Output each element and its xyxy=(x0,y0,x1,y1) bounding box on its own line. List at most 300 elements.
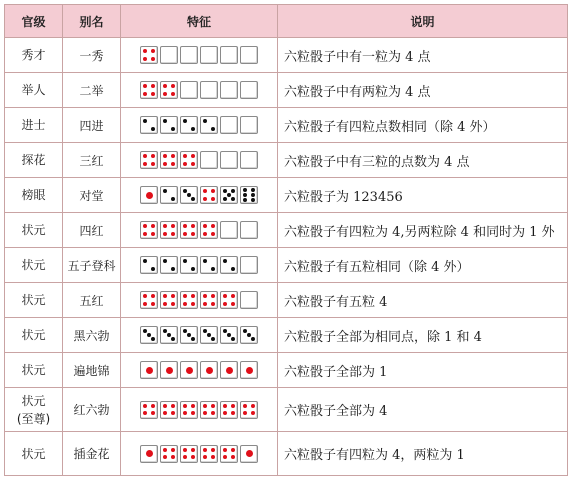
description-cell: 六粒骰子中有一粒为 4 点 xyxy=(278,38,568,73)
blank-die-icon xyxy=(220,81,238,99)
die-pip xyxy=(223,259,227,263)
die-face-4-icon xyxy=(140,401,158,419)
die-pip xyxy=(183,189,187,193)
dice-cell xyxy=(121,248,278,283)
die-pip xyxy=(151,337,155,341)
die-face-4-icon xyxy=(160,151,178,169)
alias-cell: 红六勃 xyxy=(63,388,121,432)
die-face-4-icon xyxy=(140,151,158,169)
die-face-4-icon xyxy=(160,401,178,419)
die-pip xyxy=(191,404,195,408)
die-face-1-icon xyxy=(140,361,158,379)
table-row xyxy=(5,143,568,178)
die-pip xyxy=(143,84,147,88)
die-pip xyxy=(211,302,215,306)
die-pip xyxy=(171,127,175,131)
die-pip xyxy=(163,189,167,193)
dice-cell xyxy=(121,73,278,108)
table-body xyxy=(5,38,568,476)
blank-die-icon xyxy=(200,46,218,64)
alias-cell: 五子登科 xyxy=(63,248,121,283)
die-pip xyxy=(151,404,155,408)
die-pip xyxy=(163,455,167,459)
die-pip xyxy=(183,162,187,166)
die-pip xyxy=(143,411,147,415)
rank-cell: 探花 xyxy=(5,143,63,178)
die-pip xyxy=(251,198,255,202)
die-pip xyxy=(191,455,195,459)
die-face-3-icon xyxy=(140,326,158,344)
die-pip xyxy=(211,267,215,271)
die-face-2-icon xyxy=(200,256,218,274)
die-pip xyxy=(191,302,195,306)
die-face-2-icon xyxy=(220,256,238,274)
die-pip xyxy=(187,193,191,197)
die-face-4-icon xyxy=(200,401,218,419)
die-face-4-icon xyxy=(180,151,198,169)
dice-group xyxy=(121,186,277,204)
die-pip xyxy=(191,154,195,158)
die-pip xyxy=(226,367,233,374)
blank-die-icon xyxy=(240,46,258,64)
die-face-4-icon xyxy=(180,221,198,239)
die-pip xyxy=(171,455,175,459)
die-pip xyxy=(231,448,235,452)
die-pip xyxy=(171,302,175,306)
die-pip xyxy=(203,119,207,123)
dice-cell xyxy=(121,388,278,432)
die-pip xyxy=(203,224,207,228)
die-face-1-icon xyxy=(180,361,198,379)
table-row xyxy=(5,283,568,318)
die-pip xyxy=(171,337,175,341)
die-pip xyxy=(211,448,215,452)
die-pip xyxy=(223,197,227,201)
description-cell: 六粒骰子有四粒点数相同（除 4 外） xyxy=(278,108,568,143)
die-pip xyxy=(143,329,147,333)
rank-cell: 状元 (至尊) xyxy=(5,388,63,432)
die-pip xyxy=(151,49,155,53)
die-face-4-icon xyxy=(140,291,158,309)
blank-die-icon xyxy=(240,151,258,169)
blank-die-icon xyxy=(200,81,218,99)
table-row xyxy=(5,318,568,353)
die-pip xyxy=(191,224,195,228)
die-face-1-icon xyxy=(240,445,258,463)
die-pip xyxy=(183,224,187,228)
die-pip xyxy=(231,302,235,306)
die-face-4-icon xyxy=(160,221,178,239)
alias-cell: 五红 xyxy=(63,283,121,318)
blank-die-icon xyxy=(220,151,238,169)
die-face-2-icon xyxy=(140,256,158,274)
die-face-4-icon xyxy=(240,401,258,419)
die-face-3-icon xyxy=(180,186,198,204)
die-pip xyxy=(171,197,175,201)
die-face-4-icon xyxy=(200,445,218,463)
die-pip xyxy=(243,198,247,202)
die-pip xyxy=(191,294,195,298)
die-pip xyxy=(146,192,153,199)
die-pip xyxy=(166,367,173,374)
die-pip xyxy=(143,92,147,96)
dice-cell xyxy=(121,108,278,143)
die-face-4-icon xyxy=(220,401,238,419)
description-cell: 六粒骰子全部为相同点，除 1 和 4 xyxy=(278,318,568,353)
die-pip xyxy=(183,455,187,459)
die-pip xyxy=(151,57,155,61)
die-face-2-icon xyxy=(160,256,178,274)
die-pip xyxy=(183,404,187,408)
header-alias: 别名 xyxy=(63,5,121,38)
die-pip xyxy=(187,333,191,337)
die-pip xyxy=(183,294,187,298)
die-pip xyxy=(191,267,195,271)
die-pip xyxy=(243,193,247,197)
die-pip xyxy=(211,189,215,193)
die-face-1-icon xyxy=(160,361,178,379)
die-pip xyxy=(203,294,207,298)
die-pip xyxy=(203,302,207,306)
die-pip xyxy=(203,259,207,263)
die-pip xyxy=(186,367,193,374)
die-pip xyxy=(163,119,167,123)
dice-cell xyxy=(121,178,278,213)
die-pip xyxy=(163,329,167,333)
dice-cell xyxy=(121,143,278,178)
blank-die-icon xyxy=(240,221,258,239)
die-face-5-icon xyxy=(220,186,238,204)
rank-cell: 进士 xyxy=(5,108,63,143)
blank-die-icon xyxy=(240,116,258,134)
dice-cell xyxy=(121,353,278,388)
die-face-4-icon xyxy=(160,445,178,463)
die-pip xyxy=(151,92,155,96)
die-pip xyxy=(151,267,155,271)
alias-cell: 四红 xyxy=(63,213,121,248)
die-face-4-icon xyxy=(140,221,158,239)
die-pip xyxy=(251,188,255,192)
die-pip xyxy=(143,294,147,298)
die-pip xyxy=(151,411,155,415)
header-description: 说明 xyxy=(278,5,568,38)
die-pip xyxy=(147,333,151,337)
dice-group xyxy=(121,116,277,134)
die-pip xyxy=(183,302,187,306)
description-cell: 六粒骰子有四粒为 4，两粒为 1 xyxy=(278,432,568,476)
die-pip xyxy=(203,411,207,415)
dice-group xyxy=(121,81,277,99)
die-pip xyxy=(183,259,187,263)
description-cell: 六粒骰子为 123456 xyxy=(278,178,568,213)
die-pip xyxy=(243,411,247,415)
die-pip xyxy=(211,127,215,131)
die-pip xyxy=(211,197,215,201)
die-pip xyxy=(183,154,187,158)
die-face-2-icon xyxy=(160,116,178,134)
die-pip xyxy=(191,448,195,452)
dice-cell xyxy=(121,318,278,353)
die-pip xyxy=(203,329,207,333)
die-pip xyxy=(163,411,167,415)
blank-die-icon xyxy=(200,151,218,169)
die-pip xyxy=(223,448,227,452)
table-row xyxy=(5,178,568,213)
rank-cell: 状元 xyxy=(5,213,63,248)
die-pip xyxy=(143,49,147,53)
die-pip xyxy=(183,411,187,415)
table-row xyxy=(5,388,568,432)
die-pip xyxy=(171,154,175,158)
die-pip xyxy=(231,189,235,193)
die-face-4-icon xyxy=(200,221,218,239)
die-pip xyxy=(231,197,235,201)
dice-group xyxy=(121,445,277,463)
die-face-6-icon xyxy=(240,186,258,204)
die-pip xyxy=(163,84,167,88)
description-cell: 六粒骰子全部为 1 xyxy=(278,353,568,388)
die-face-4-icon xyxy=(160,291,178,309)
alias-cell: 对堂 xyxy=(63,178,121,213)
die-pip xyxy=(171,92,175,96)
die-pip xyxy=(163,92,167,96)
table-row xyxy=(5,353,568,388)
die-face-2-icon xyxy=(140,116,158,134)
die-pip xyxy=(146,367,153,374)
die-face-2-icon xyxy=(200,116,218,134)
blank-die-icon xyxy=(220,46,238,64)
die-pip xyxy=(231,404,235,408)
die-pip xyxy=(231,337,235,341)
die-face-2-icon xyxy=(160,186,178,204)
die-pip xyxy=(163,224,167,228)
die-face-1-icon xyxy=(200,361,218,379)
die-pip xyxy=(171,224,175,228)
die-pip xyxy=(143,154,147,158)
die-pip xyxy=(143,259,147,263)
alias-cell: 插金花 xyxy=(63,432,121,476)
die-pip xyxy=(183,119,187,123)
rank-cell: 举人 xyxy=(5,73,63,108)
die-pip xyxy=(191,197,195,201)
die-pip xyxy=(231,267,235,271)
dice-group xyxy=(121,151,277,169)
die-pip xyxy=(167,333,171,337)
rank-cell: 状元 xyxy=(5,283,63,318)
die-face-3-icon xyxy=(200,326,218,344)
die-pip xyxy=(163,294,167,298)
die-pip xyxy=(163,302,167,306)
blank-die-icon xyxy=(160,46,178,64)
die-pip xyxy=(223,329,227,333)
die-pip xyxy=(223,411,227,415)
die-pip xyxy=(183,448,187,452)
alias-cell: 三红 xyxy=(63,143,121,178)
die-pip xyxy=(243,188,247,192)
dice-group xyxy=(121,256,277,274)
blank-die-icon xyxy=(240,81,258,99)
description-cell: 六粒骰子中有两粒为 4 点 xyxy=(278,73,568,108)
die-face-3-icon xyxy=(240,326,258,344)
die-pip xyxy=(246,450,253,457)
die-pip xyxy=(231,411,235,415)
die-pip xyxy=(251,411,255,415)
die-pip xyxy=(171,448,175,452)
die-face-3-icon xyxy=(160,326,178,344)
die-pip xyxy=(163,259,167,263)
die-pip xyxy=(251,404,255,408)
die-pip xyxy=(183,232,187,236)
die-pip xyxy=(251,337,255,341)
die-pip xyxy=(223,294,227,298)
die-face-4-icon xyxy=(220,445,238,463)
dice-cell xyxy=(121,213,278,248)
die-pip xyxy=(171,162,175,166)
die-pip xyxy=(223,455,227,459)
die-face-4-icon xyxy=(140,81,158,99)
die-pip xyxy=(143,119,147,123)
die-pip xyxy=(143,404,147,408)
rank-cell: 榜眼 xyxy=(5,178,63,213)
die-pip xyxy=(183,329,187,333)
die-pip xyxy=(203,197,207,201)
die-pip xyxy=(143,57,147,61)
die-pip xyxy=(151,302,155,306)
die-pip xyxy=(211,404,215,408)
die-pip xyxy=(151,232,155,236)
dice-cell xyxy=(121,283,278,318)
die-face-4-icon xyxy=(180,291,198,309)
die-pip xyxy=(171,411,175,415)
die-pip xyxy=(243,404,247,408)
blank-die-icon xyxy=(240,291,258,309)
alias-cell: 黑六勃 xyxy=(63,318,121,353)
die-pip xyxy=(151,154,155,158)
die-pip xyxy=(207,333,211,337)
description-cell: 六粒骰子中有三粒的点数为 4 点 xyxy=(278,143,568,178)
die-pip xyxy=(163,232,167,236)
die-pip xyxy=(203,189,207,193)
die-pip xyxy=(231,455,235,459)
table-row xyxy=(5,73,568,108)
dice-group xyxy=(121,361,277,379)
dice-group xyxy=(121,46,277,64)
rank-cell: 状元 xyxy=(5,318,63,353)
table-row xyxy=(5,108,568,143)
die-pip xyxy=(171,294,175,298)
die-pip xyxy=(143,232,147,236)
alias-cell: 二举 xyxy=(63,73,121,108)
dice-group xyxy=(121,401,277,419)
die-pip xyxy=(246,367,253,374)
die-pip xyxy=(151,162,155,166)
die-pip xyxy=(206,367,213,374)
dice-group xyxy=(121,221,277,239)
blank-die-icon xyxy=(180,81,198,99)
die-face-1-icon xyxy=(140,186,158,204)
die-pip xyxy=(163,404,167,408)
die-pip xyxy=(146,450,153,457)
rank-cell: 状元 xyxy=(5,353,63,388)
die-pip xyxy=(191,127,195,131)
blank-die-icon xyxy=(220,221,238,239)
die-pip xyxy=(251,193,255,197)
table-row xyxy=(5,248,568,283)
die-pip xyxy=(211,411,215,415)
die-pip xyxy=(211,232,215,236)
die-face-2-icon xyxy=(180,116,198,134)
die-pip xyxy=(223,404,227,408)
description-cell: 六粒骰子有五粒相同（除 4 外） xyxy=(278,248,568,283)
blank-die-icon xyxy=(240,256,258,274)
blank-die-icon xyxy=(180,46,198,64)
description-cell: 六粒骰子有五粒 4 xyxy=(278,283,568,318)
blank-die-icon xyxy=(220,116,238,134)
die-pip xyxy=(223,189,227,193)
die-pip xyxy=(223,302,227,306)
die-pip xyxy=(203,404,207,408)
die-pip xyxy=(227,193,231,197)
die-pip xyxy=(203,232,207,236)
die-face-4-icon xyxy=(200,186,218,204)
die-face-3-icon xyxy=(180,326,198,344)
die-pip xyxy=(231,294,235,298)
die-face-1-icon xyxy=(140,445,158,463)
rank-cell: 状元 xyxy=(5,248,63,283)
die-face-1-icon xyxy=(220,361,238,379)
die-pip xyxy=(171,404,175,408)
die-face-2-icon xyxy=(180,256,198,274)
die-pip xyxy=(163,154,167,158)
rank-cell: 秀才 xyxy=(5,38,63,73)
die-face-4-icon xyxy=(200,291,218,309)
header-rank: 官级 xyxy=(5,5,63,38)
table-row xyxy=(5,38,568,73)
header-feature: 特征 xyxy=(121,5,278,38)
die-pip xyxy=(143,224,147,228)
die-pip xyxy=(191,232,195,236)
die-pip xyxy=(211,455,215,459)
die-pip xyxy=(191,337,195,341)
die-pip xyxy=(163,162,167,166)
dice-group xyxy=(121,291,277,309)
die-face-4-icon xyxy=(160,81,178,99)
die-pip xyxy=(151,224,155,228)
die-pip xyxy=(151,294,155,298)
die-pip xyxy=(247,333,251,337)
die-pip xyxy=(143,162,147,166)
die-face-4-icon xyxy=(180,445,198,463)
alias-cell: 遍地锦 xyxy=(63,353,121,388)
die-pip xyxy=(227,333,231,337)
die-pip xyxy=(203,455,207,459)
die-face-4-icon xyxy=(220,291,238,309)
die-pip xyxy=(163,448,167,452)
die-face-4-icon xyxy=(180,401,198,419)
die-pip xyxy=(171,84,175,88)
die-pip xyxy=(203,448,207,452)
die-face-1-icon xyxy=(240,361,258,379)
die-face-4-icon xyxy=(140,46,158,64)
die-pip xyxy=(151,84,155,88)
alias-cell: 一秀 xyxy=(63,38,121,73)
table-row xyxy=(5,213,568,248)
die-pip xyxy=(211,337,215,341)
die-pip xyxy=(143,302,147,306)
dice-cell xyxy=(121,38,278,73)
die-face-3-icon xyxy=(220,326,238,344)
die-pip xyxy=(151,127,155,131)
